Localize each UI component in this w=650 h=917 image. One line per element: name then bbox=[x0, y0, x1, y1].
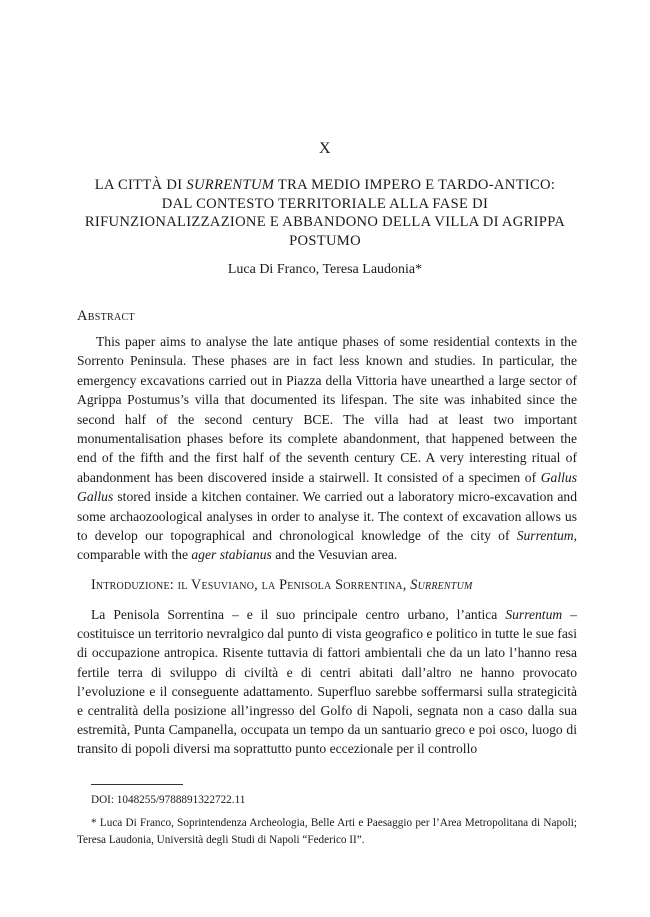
abstract-text-4: and the Vesuvian area. bbox=[271, 547, 398, 563]
body-paragraph bbox=[77, 605, 577, 759]
abstract-text-3: , comparable with the bbox=[77, 528, 577, 563]
body-text-2: – costituisce un territorio nevralgico dal punto di vista geografico e politico in tutte le sue fasi di occupazione antropica. Risente tuttavia di fattori ambientali che da un lato l’hanno resa fertile terra di sviluppo di civiltà e di centri abitati dall’altro ne hanno provocato l’evoluzione e il conseguente adattamento. Superfluo sarebbe soffermarsi sulla strategicità e centralità della posizione all’ingresso del Golfo di Napoli, segnata non a caso dalla sua estremità, Punta Campanella, occupata un tempo da un santuario greco e poi osco, luogo di transito di popoli diversi ma soprattutto punto eccezionale per il controllo bbox=[77, 607, 577, 757]
body-text-1: La Penisola Sorrentina – e il suo principale centro urbano, l’antica bbox=[91, 607, 506, 622]
body-italic: Surrentum bbox=[505, 607, 563, 622]
chapter-number: X bbox=[318, 140, 332, 157]
abstract-text-1: This paper aims to analyse the late antique phases of some residential contexts in the Sorrento Peninsula. These phases are in fact less known and studies. In particular, the emergency excavations carried out in Piazza della Vittoria have unearthed a large sector of Agrippa Postumus’s villa that documented its lifespan. The site was inhabited since the second half of the second century BCE. The villa had at least two important monumentalisation phases before its complete abandonment, that happened between the end of the fifth and the first half of the seventh century CE. A very interesting ritual of abandonment has been discovered inside a stairwell. It consisted of a specimen of bbox=[77, 334, 577, 485]
title-italic: SURRENTUM bbox=[186, 177, 275, 193]
footnote-divider bbox=[91, 784, 183, 785]
section-heading-text: Introduzione: il Vesuviano, la Penisola Sorrentina, bbox=[91, 577, 411, 593]
title-part-1: LA CITTÀ DI bbox=[94, 177, 187, 193]
abstract-heading: Abstract bbox=[77, 308, 135, 324]
authors: Luca Di Franco, Teresa Laudonia* bbox=[227, 262, 423, 277]
author-footnote: * Luca Di Franco, Soprintendenza Archeologia, Belle Arti e Paesaggio per l’Area Metropolitana di Napoli; Teresa Laudonia, Università degli Studi di Napoli “Federico II”. bbox=[77, 817, 577, 846]
section-heading bbox=[91, 577, 581, 594]
chapter-title bbox=[80, 176, 570, 250]
doi: DOI: 1048255/9788891322722.11 bbox=[91, 794, 246, 806]
abstract-italic-3: ager stabianus bbox=[191, 547, 272, 563]
section-heading-italic: Surrentum bbox=[410, 577, 473, 593]
abstract-italic-1: Gallus Gallus bbox=[77, 469, 577, 505]
abstract-paragraph bbox=[77, 332, 577, 565]
abstract-italic-2: Surrentum bbox=[516, 528, 574, 544]
abstract-text-2: stored inside a kitchen container. We carried out a laboratory micro-excavation and some archaozoological analyses in order to analyse it. The context of excavation allows us to develop our topographical and chronological knowledge of the city of bbox=[77, 489, 577, 544]
title-part-2: TRA MEDIO IMPERO E TARDO-ANTICO: DAL CONTESTO TERRITORIALE ALLA FASE DI RIFUNZIONALIZZAZIONE E ABBANDONO DELLA VILLA DI AGRIPPA POSTUMO bbox=[84, 177, 566, 249]
